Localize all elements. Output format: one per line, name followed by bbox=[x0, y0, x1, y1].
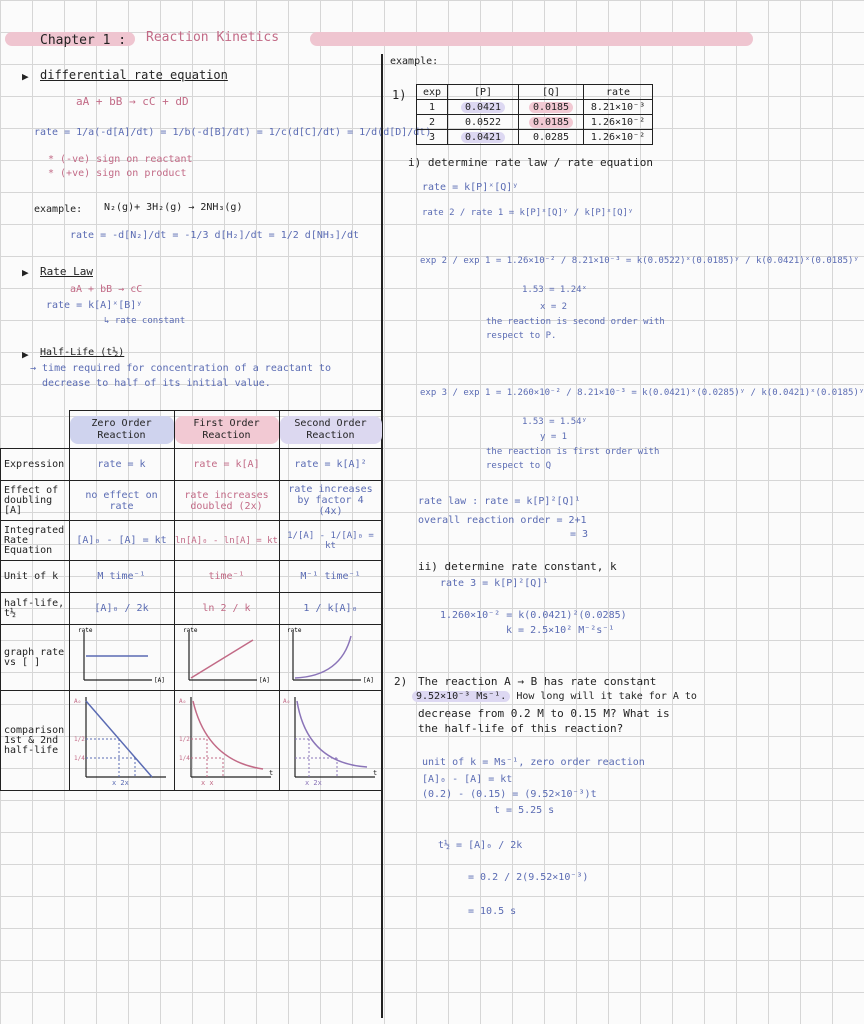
q1-line: the reaction is first order with bbox=[486, 447, 660, 457]
q2-solution: t½ = [A]₀ / 2k bbox=[438, 840, 523, 851]
note-product: * (+ve) sign on product bbox=[48, 168, 187, 179]
q2-text: the half-life of this reaction? bbox=[418, 722, 624, 735]
comp-marks: x x bbox=[200, 779, 214, 787]
rate-graph-second bbox=[281, 626, 381, 686]
q1-line: the reaction is second order with bbox=[486, 317, 665, 327]
comp-half-label: 1/2 bbox=[73, 736, 85, 743]
bullet-icon: ▶ bbox=[22, 348, 29, 361]
row-label: half-life, t½ bbox=[1, 593, 70, 625]
exp-header: exp bbox=[417, 85, 448, 100]
exp-header: rate bbox=[584, 85, 653, 100]
halflife-graph-first bbox=[177, 691, 277, 787]
q2-solution: = 0.2 / 2(9.52×10⁻³) bbox=[468, 872, 589, 883]
q2-rate-constant: 9.52×10⁻³ Ms⁻¹. bbox=[412, 691, 510, 702]
comp-half-label: 1/2 bbox=[178, 736, 190, 743]
rate-graph-first bbox=[177, 626, 277, 686]
q1-line: rate 2 / rate 1 = k[P]ˣ[Q]ʸ / k[P]ˣ[Q]ʸ bbox=[422, 208, 634, 218]
exp-cell: 1.26×10⁻² bbox=[584, 130, 653, 145]
rate-law-reaction: aA + bB → cC bbox=[70, 284, 143, 295]
graph-x-label: [A] bbox=[153, 677, 165, 684]
half-life-def-1: → time required for concentration of a reactant to bbox=[30, 363, 332, 374]
question-2-number: 2) bbox=[394, 675, 408, 688]
chapter-label: Chapter 1 : bbox=[40, 33, 127, 48]
note-reactant: * (-ve) sign on reactant bbox=[48, 154, 193, 165]
cell-first-unit: time⁻¹ bbox=[174, 561, 279, 593]
bullet-icon: ▶ bbox=[22, 266, 29, 279]
q2-solution: unit of k = Ms⁻¹, zero order reaction bbox=[422, 757, 645, 768]
row-label: graph rate vs [ ] bbox=[1, 625, 70, 691]
halflife-graph-zero bbox=[72, 691, 172, 787]
q1-overall-order: overall reaction order = 2+1 bbox=[418, 515, 587, 526]
cell-first-doubling: rate increases doubled (2x) bbox=[174, 481, 279, 521]
col-header-first: First Order Reaction bbox=[175, 416, 279, 444]
comp-marks: x 2x bbox=[111, 779, 129, 787]
example-reaction: N₂(g)+ 3H₂(g) → 2NH₃(g) bbox=[104, 202, 243, 213]
reaction-order-table bbox=[0, 410, 383, 791]
half-life-def-2: decrease to half of its initial value. bbox=[42, 378, 271, 389]
q2-text bbox=[412, 691, 697, 702]
graph-zero-order bbox=[69, 625, 174, 691]
q2-time-answer: t = 5.25 s bbox=[494, 805, 555, 816]
q1-line: respect to Q bbox=[486, 461, 552, 471]
example-label-right: example: bbox=[390, 56, 439, 67]
q2-halflife-answer: = 10.5 s bbox=[468, 906, 517, 917]
q1-line: y = 1 bbox=[540, 432, 568, 442]
comp-first-order bbox=[174, 691, 279, 791]
cell-first-halflife: ln 2 / k bbox=[174, 593, 279, 625]
q1-line: x = 2 bbox=[540, 302, 568, 312]
exp-cell: 2 bbox=[417, 115, 448, 130]
q1-line: 1.53 = 1.54ʸ bbox=[522, 417, 588, 427]
comp-marks: x 2x bbox=[304, 779, 322, 787]
row-label: Integrated Rate Equation bbox=[1, 521, 70, 561]
q2-text-cont: How long will it take for A to bbox=[510, 691, 697, 702]
cell-second-integrated: 1/[A] - 1/[A]₀ = kt bbox=[279, 521, 382, 561]
q2-text: The reaction A → B has rate constant bbox=[418, 675, 657, 688]
col-header-second: Second Order Reaction bbox=[280, 416, 382, 444]
graph-y-label: rate bbox=[182, 627, 197, 634]
comp-y-label: A₀ bbox=[178, 698, 186, 705]
exp-cell: 0.0285 bbox=[519, 130, 584, 145]
q1-line: 1.260×10⁻² = k(0.0421)²(0.0285) bbox=[440, 610, 627, 621]
col-header-zero: Zero Order Reaction bbox=[70, 416, 174, 444]
row-label: comparison 1st & 2nd half-life bbox=[1, 691, 70, 791]
exp-cell: 0.0185 bbox=[529, 102, 573, 113]
experiment-table bbox=[416, 84, 653, 145]
comp-quarter-label: 1/4 bbox=[178, 755, 190, 762]
q1-overall-order-value: = 3 bbox=[570, 529, 589, 540]
bullet-icon: ▶ bbox=[22, 70, 29, 83]
comp-y-label: A₀ bbox=[282, 698, 290, 705]
q1-line: respect to P. bbox=[486, 331, 557, 341]
q1-line: exp 2 / exp 1 = 1.26×10⁻² / 8.21×10⁻³ = k(0.0522)ˣ(0.0185)ʸ / k(0.0421)ˣ(0.0185)ʸ bbox=[420, 256, 859, 266]
exp-cell: 1 bbox=[417, 100, 448, 115]
exp-cell: 3 bbox=[417, 130, 448, 145]
exp-header: [P] bbox=[448, 85, 519, 100]
page-title: Reaction Kinetics bbox=[146, 30, 280, 45]
comp-quarter-label: 1/4 bbox=[73, 755, 85, 762]
cell-second-unit: M⁻¹ time⁻¹ bbox=[279, 561, 382, 593]
cell-second-doubling: rate increases by factor 4 (4x) bbox=[279, 481, 382, 521]
example-rate-equation: rate = -d[N₂]/dt = -1/3 d[H₂]/dt = 1/2 d[NH₃]/dt bbox=[70, 230, 359, 241]
exp-header: [Q] bbox=[519, 85, 584, 100]
question-1-number: 1) bbox=[392, 88, 407, 102]
cell-first-integrated: ln[A]₀ - ln[A] = kt bbox=[174, 521, 279, 561]
q1-line: 1.53 = 1.24ˣ bbox=[522, 285, 588, 295]
q2-solution: (0.2) - (0.15) = (9.52×10⁻³)t bbox=[422, 789, 597, 800]
q1-line: exp 3 / exp 1 = 1.260×10⁻² / 8.21×10⁻³ = k(0.0421)ˣ(0.0285)ʸ / k(0.0421)ˣ(0.0185)ʸ bbox=[420, 388, 864, 398]
diff-rate-reaction: aA + bB → cC + dD bbox=[76, 95, 189, 108]
q2-solution: [A]₀ - [A] = kt bbox=[422, 774, 513, 785]
q2-text: decrease from 0.2 M to 0.15 M? What is bbox=[418, 707, 670, 720]
rate-law-heading: Rate Law bbox=[40, 265, 93, 278]
rate-law-equation: rate = k[A]ˣ[B]ʸ bbox=[46, 300, 143, 311]
graph-x-label: [A] bbox=[258, 677, 270, 684]
diff-rate-equation: rate = 1/a(-d[A]/dt) = 1/b(-d[B]/dt) = 1/c(d[C]/dt) = 1/d(d[D]/dt) bbox=[34, 127, 432, 138]
rate-constant-note: ↳ rate constant bbox=[104, 316, 186, 326]
part-ii-heading: ii) determine rate constant, k bbox=[418, 560, 617, 573]
comp-t-label: t bbox=[268, 769, 273, 777]
comp-second-order bbox=[279, 691, 382, 791]
diff-rate-heading: differential rate equation bbox=[40, 68, 228, 82]
halflife-graph-second bbox=[281, 691, 381, 787]
exp-cell: 0.0185 bbox=[529, 117, 573, 128]
exp-cell: 0.0421 bbox=[461, 132, 505, 143]
exp-cell: 1.26×10⁻² bbox=[584, 115, 653, 130]
cell-second-expression: rate = k[A]² bbox=[279, 449, 382, 481]
graph-y-label: rate bbox=[286, 627, 301, 634]
graph-first-order bbox=[174, 625, 279, 691]
row-label: Unit of k bbox=[1, 561, 70, 593]
q1-line: rate = k[P]ˣ[Q]ʸ bbox=[422, 182, 519, 193]
q1-line: rate 3 = k[P]²[Q]¹ bbox=[440, 578, 549, 589]
row-label: Effect of doubling [A] bbox=[1, 481, 70, 521]
header-bar-right bbox=[310, 32, 753, 46]
q1-rate-constant: k = 2.5×10² M⁻²s⁻¹ bbox=[506, 625, 615, 636]
part-i-heading: i) determine rate law / rate equation bbox=[408, 156, 654, 169]
exp-cell: 0.0421 bbox=[461, 102, 505, 113]
example-label-left: example: bbox=[34, 204, 83, 215]
comp-y-label: A₀ bbox=[73, 698, 81, 705]
row-label: Expression bbox=[1, 449, 70, 481]
cell-zero-halflife: [A]₀ / 2k bbox=[69, 593, 174, 625]
comp-zero-order bbox=[69, 691, 174, 791]
exp-cell: 8.21×10⁻³ bbox=[584, 100, 653, 115]
graph-y-label: rate bbox=[77, 627, 92, 634]
half-life-heading: Half-Life (t½) bbox=[40, 347, 125, 358]
cell-second-halflife: 1 / k[A]₀ bbox=[279, 593, 382, 625]
cell-first-expression: rate = k[A] bbox=[174, 449, 279, 481]
cell-zero-integrated: [A]₀ - [A] = kt bbox=[69, 521, 174, 561]
comp-t-label: t bbox=[372, 769, 377, 777]
graph-second-order bbox=[279, 625, 382, 691]
cell-zero-expression: rate = k bbox=[69, 449, 174, 481]
cell-zero-doubling: no effect on rate bbox=[69, 481, 174, 521]
cell-zero-unit: M time⁻¹ bbox=[69, 561, 174, 593]
exp-cell: 0.0522 bbox=[448, 115, 519, 130]
q1-rate-law: rate law : rate = k[P]²[Q]¹ bbox=[418, 496, 581, 507]
graph-x-label: [A] bbox=[362, 677, 374, 684]
rate-graph-zero bbox=[72, 626, 172, 686]
